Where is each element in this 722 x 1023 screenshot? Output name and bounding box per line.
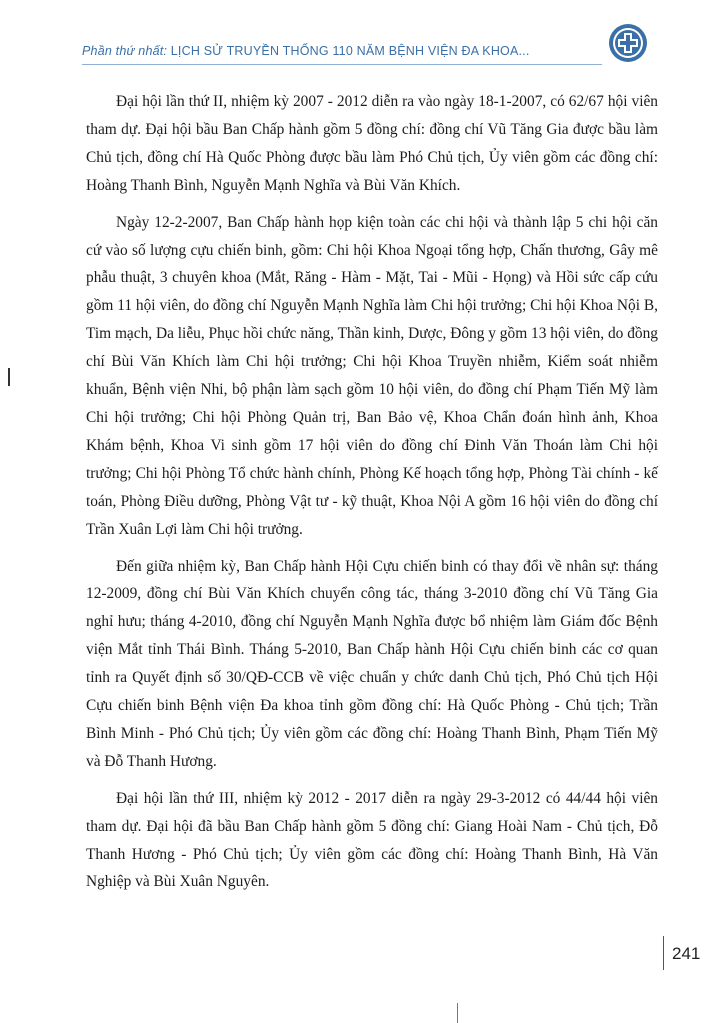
page-number-divider [663,936,664,970]
hospital-cross-logo-icon [607,22,649,64]
paragraph: Đại hội lần thứ II, nhiệm kỳ 2007 - 2012 diễn ra vào ngày 18-1-2007, có 62/67 hội viên tham dự. Đại hội bầu Ban Chấp hành gồm 5 đồng chí: đồng chí Vũ Tăng Gia được bầu làm Chủ tịch, đồng chí Hà Quốc Phòng được bầu làm Phó Chủ tịch, Ủy viên gồm các đồng chí: Hoàng Thanh Bình, Nguyễn Mạnh Nghĩa và Bùi Văn Khích. [86,93,658,194]
running-header [82,44,622,58]
paragraph: Ngày 12-2-2007, Ban Chấp hành họp kiện toàn các chi hội và thành lập 5 chi hội căn cứ vào số lượng cựu chiến binh, gồm: Chi hội Khoa Ngoại tổng hợp, Chấn thương, Gây mê phẫu thuật, 3 chuyên khoa (Mắt, Răng - Hàm - Mặt, Tai - Mũi - Họng) và Hồi sức cấp cứu gồm 11 hội viên, do đồng chí Nguyễn Mạnh Nghĩa làm Chi hội trưởng; Chi hội Khoa Nội B, Tim mạch, Da liễu, Phục hồi chức năng, Thần kinh, Dược, Đông y gồm 13 hội viên, do đồng chí Bùi Văn Khích làm Chi hội trưởng; Chi hội Khoa Truyền nhiễm, Kiểm soát nhiễm khuẩn, Bệnh viện Nhi, bộ phận làm sạch gồm 10 hội viên, do đồng chí Phạm Tiến Mỹ làm Chi hội trưởng; Chi hội Phòng Quản trị, Ban Bảo vệ, Khoa Chẩn đoán hình ảnh, Khoa Khám bệnh, Khoa Vi sinh gồm 17 hội viên do đồng chí Đinh Văn Thoán làm Chi hội trưởng; Chi hội Phòng Tổ chức hành chính, Phòng Kế hoạch tổng hợp, Phòng Tài chính - kế toán, Phòng Điều dưỡng, Phòng Vật tư - kỹ thuật, Khoa Nội A gồm 16 hội viên do đồng chí Trần Xuân Lợi làm Chi hội trưởng. [86,213,658,538]
page-number: 241 [672,944,701,963]
header-part-label: Phần thứ nhất: [82,44,168,58]
scan-artifact [8,368,10,386]
paragraph: Đến giữa nhiệm kỳ, Ban Chấp hành Hội Cựu chiến binh có thay đổi về nhân sự: tháng 12-2009, đồng chí Bùi Văn Khích chuyển công tác, tháng 3-2010 đồng chí Vũ Tăng Gia nghỉ hưu; tháng 4-2010, đồng chí Nguyễn Mạnh Nghĩa được bổ nhiệm làm Giám đốc Bệnh viện Mắt tỉnh Thái Bình. Tháng 5-2010, Ban Chấp hành Hội Cựu chiến binh các cơ quan tỉnh ra Quyết định số 30/QĐ-CCB về việc chuẩn y chức danh Chủ tịch, Phó Chủ tịch Hội Cựu chiến binh Bệnh viện Đa khoa tỉnh gồm đồng chí: Hà Quốc Phòng - Chủ tịch; Trần Bình Minh - Phó Chủ tịch; Ủy viên gồm các đồng chí: Hoàng Thanh Bình, Phạm Tiến Mỹ và Đỗ Thanh Hương. [86,557,658,770]
body-text [86,88,658,905]
header-divider [82,64,602,65]
header-title: LỊCH SỬ TRUYỀN THỐNG 110 NĂM BỆNH VIỆN ĐA KHOA... [170,44,530,58]
paragraph: Đại hội lần thứ III, nhiệm kỳ 2012 - 2017 diễn ra ngày 29-3-2012 có 44/44 hội viên tham dự. Đại hội đã bầu Ban Chấp hành gồm 5 đồng chí: Giang Hoài Nam - Chủ tịch, Đỗ Thanh Hương - Phó Chủ tịch; Ủy viên gồm các đồng chí: Hoàng Thanh Bình, Hà Văn Nghiệp và Bùi Xuân Nguyên. [86,789,658,891]
gutter-line [457,1003,458,1023]
